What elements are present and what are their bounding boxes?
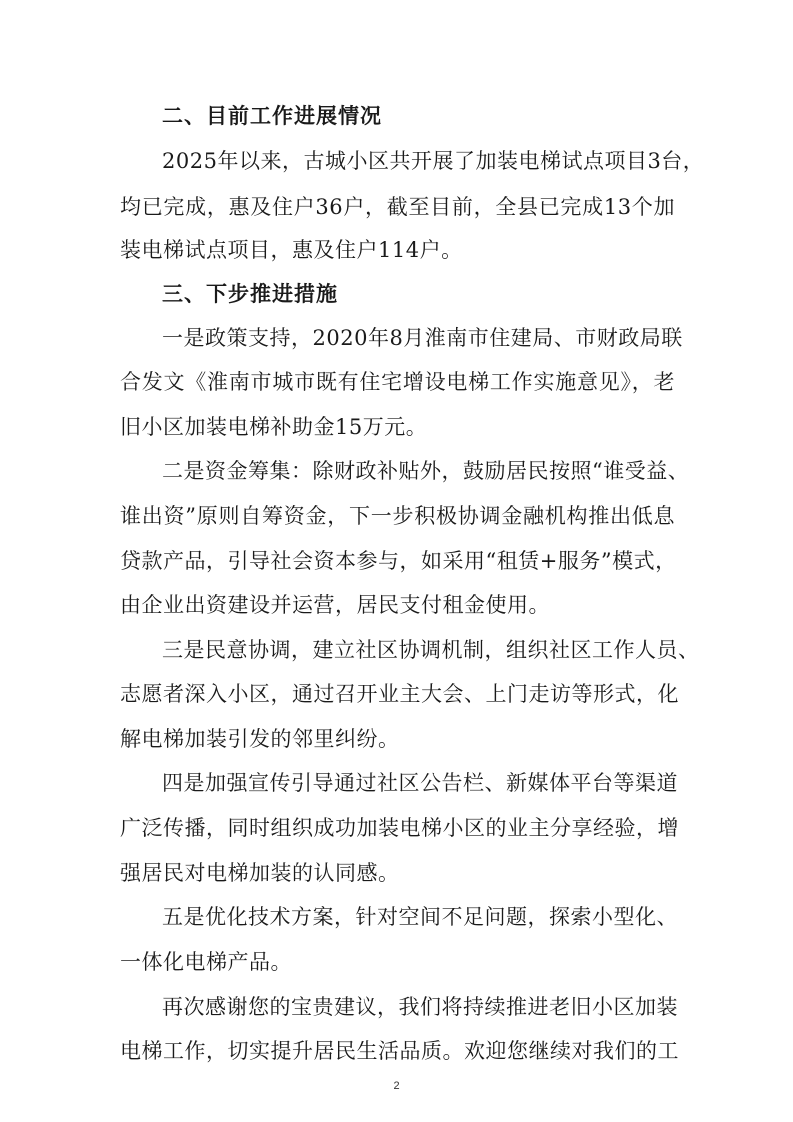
paragraph-line: 解电梯加装引发的邻里纠纷。 — [120, 727, 400, 751]
paragraph-line: 五是优化技术方案，针对空间不足问题，探索小型化、 — [162, 905, 678, 929]
paragraph-line: 四是加强宣传引导通过社区公告栏、新媒体平台等渠道 — [162, 771, 678, 795]
paragraph-line: 装电梯试点项目，惠及住户114户。 — [120, 238, 463, 262]
paragraph-line: 再次感谢您的宝贵建议，我们将持续推进老旧小区加装 — [162, 995, 678, 1019]
page-number: 2 — [393, 1080, 400, 1092]
paragraph-line: 二是资金筹集：除财政补贴外，鼓励居民按照“谁受益、 — [162, 459, 690, 483]
paragraph-line: 一体化电梯产品。 — [120, 950, 292, 974]
paragraph-line: 广泛传播，同时组织成功加装电梯小区的业主分享经验，增 — [120, 816, 679, 840]
paragraph-line: 2025年以来，古城小区共开展了加装电梯试点项目3台， — [162, 149, 705, 173]
paragraph-line: 合发文《淮南市城市既有住宅增设电梯工作实施意见》，老 — [120, 370, 675, 394]
paragraph-line: 贷款产品，引导社会资本参与，如采用“租赁+服务”模式， — [120, 549, 677, 573]
paragraph-line: 三是民意协调，建立社区协调机制，组织社区工作人员、 — [162, 638, 700, 662]
paragraph-line: 均已完成，惠及住户36户，截至目前，全县已完成13个加 — [120, 195, 675, 219]
section-heading-progress: 二、目前工作进展情况 — [162, 104, 382, 128]
paragraph-line: 强居民对电梯加装的认同感。 — [120, 861, 400, 885]
paragraph-line: 志愿者深入小区，通过召开业主大会、上门走访等形式，化 — [120, 682, 679, 706]
paragraph-line: 一是政策支持，2020年8月淮南市住建局、市财政局联 — [162, 326, 683, 350]
paragraph-line: 旧小区加装电梯补助金15万元。 — [120, 415, 428, 439]
paragraph-line: 由企业出资建设并运营，居民支付租金使用。 — [120, 593, 550, 617]
section-heading-next-steps: 三、下步推进措施 — [162, 282, 338, 306]
paragraph-line: 谁出资”原则自筹资金，下一步积极协调金融机构推出低息 — [120, 504, 675, 528]
paragraph-line: 电梯工作，切实提升居民生活品质。欢迎您继续对我们的工 — [120, 1039, 679, 1063]
